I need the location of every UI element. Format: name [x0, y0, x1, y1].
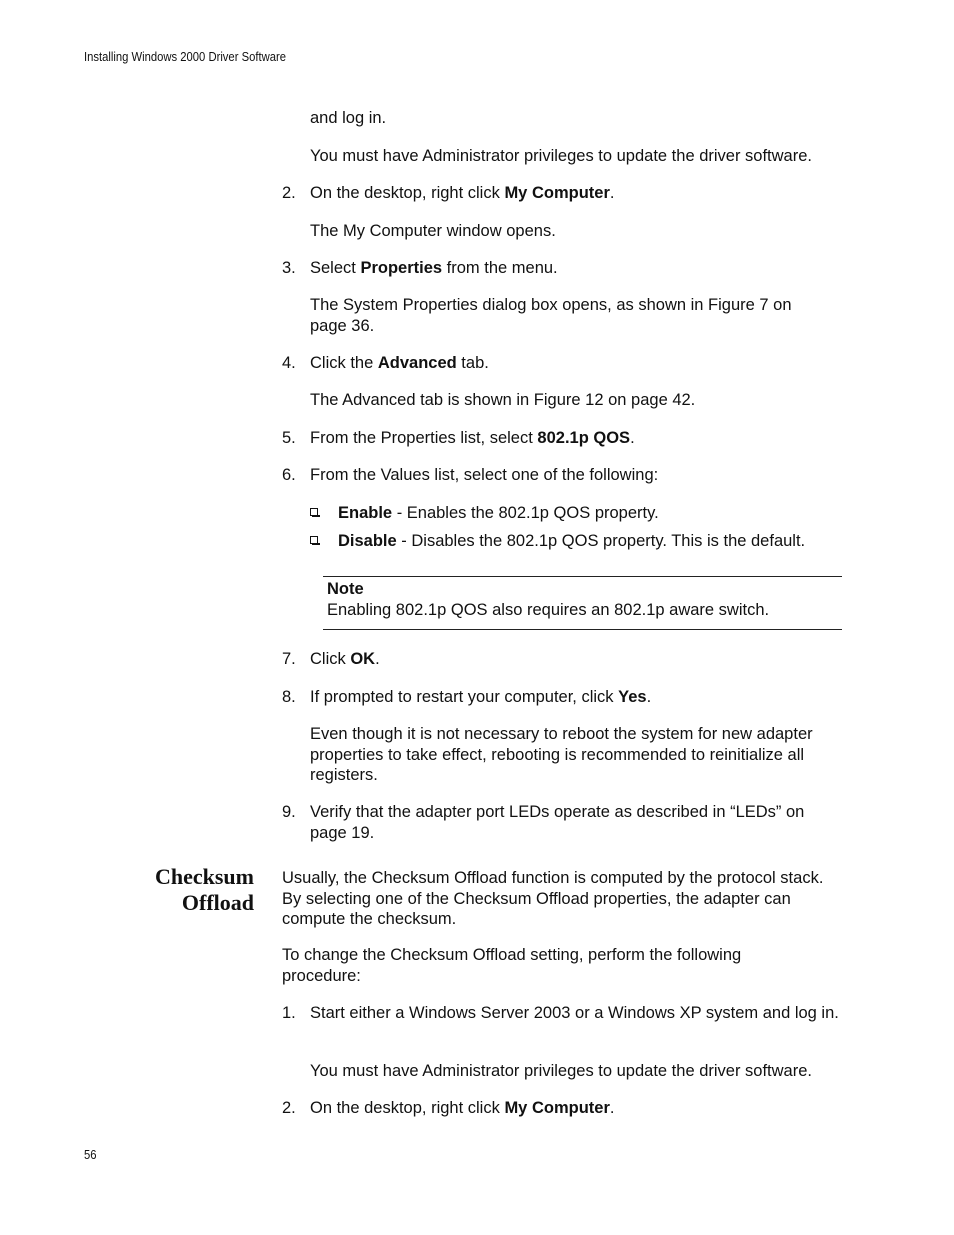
- step-number: 6.: [282, 466, 296, 484]
- section-heading-checksum-offload: Checksum Offload: [154, 864, 254, 915]
- step-number: 3.: [282, 259, 296, 277]
- step-number: 7.: [282, 650, 296, 668]
- step-number: 2.: [282, 1099, 296, 1117]
- step-number: 1.: [282, 1004, 296, 1022]
- ui-term: Advanced: [377, 354, 457, 372]
- note-bottom-rule: [323, 629, 842, 630]
- ui-term: My Computer: [504, 184, 610, 202]
- running-header: Installing Windows 2000 Driver Software: [84, 50, 286, 64]
- note-top-rule: [323, 576, 842, 577]
- checkbox-bullet-icon: [310, 508, 318, 516]
- step-number: 2.: [282, 184, 296, 202]
- note-body: Enabling 802.1p QOS also requires an 802.1p aware switch.: [327, 601, 770, 619]
- step-number: 9.: [282, 803, 296, 821]
- ui-term: Yes: [618, 688, 647, 706]
- ui-term: My Computer: [504, 1099, 610, 1117]
- step-number: 5.: [282, 429, 296, 447]
- ui-term: 802.1p QOS: [537, 429, 631, 447]
- checksum-intro: Usually, the Checksum Offload function is computed by the protocol stack. By selecting one of the Checksum Offload properties, the adapter can compute the checksum.: [282, 869, 824, 928]
- page-number: 56: [84, 1148, 97, 1162]
- procedure-intro: To change the Checksum Offload setting, perform the following procedure:: [282, 946, 742, 985]
- paragraph-log-in: and log in.: [310, 109, 387, 127]
- step-3-result: The System Properties dialog box opens, as shown in Figure 7 on page 36.: [310, 296, 792, 335]
- step-8-result: Even though it is not necessary to reboot the system for new adapter properties to take effect, rebooting is recommended to reinitialize all registers.: [310, 725, 813, 784]
- ui-term: Properties: [360, 259, 443, 277]
- step-number: 4.: [282, 354, 296, 372]
- ui-term: OK: [350, 650, 376, 668]
- admin-privileges-note: You must have Administrator privileges to update the driver software.: [310, 147, 812, 165]
- note-title: Note: [327, 580, 364, 598]
- checkbox-bullet-icon: [310, 536, 318, 544]
- step-2-result: The My Computer window opens.: [310, 222, 556, 240]
- admin-privileges-note: You must have Administrator privileges to update the driver software.: [310, 1062, 812, 1080]
- step-number: 8.: [282, 688, 296, 706]
- step-4-result: The Advanced tab is shown in Figure 12 on page 42.: [310, 391, 696, 409]
